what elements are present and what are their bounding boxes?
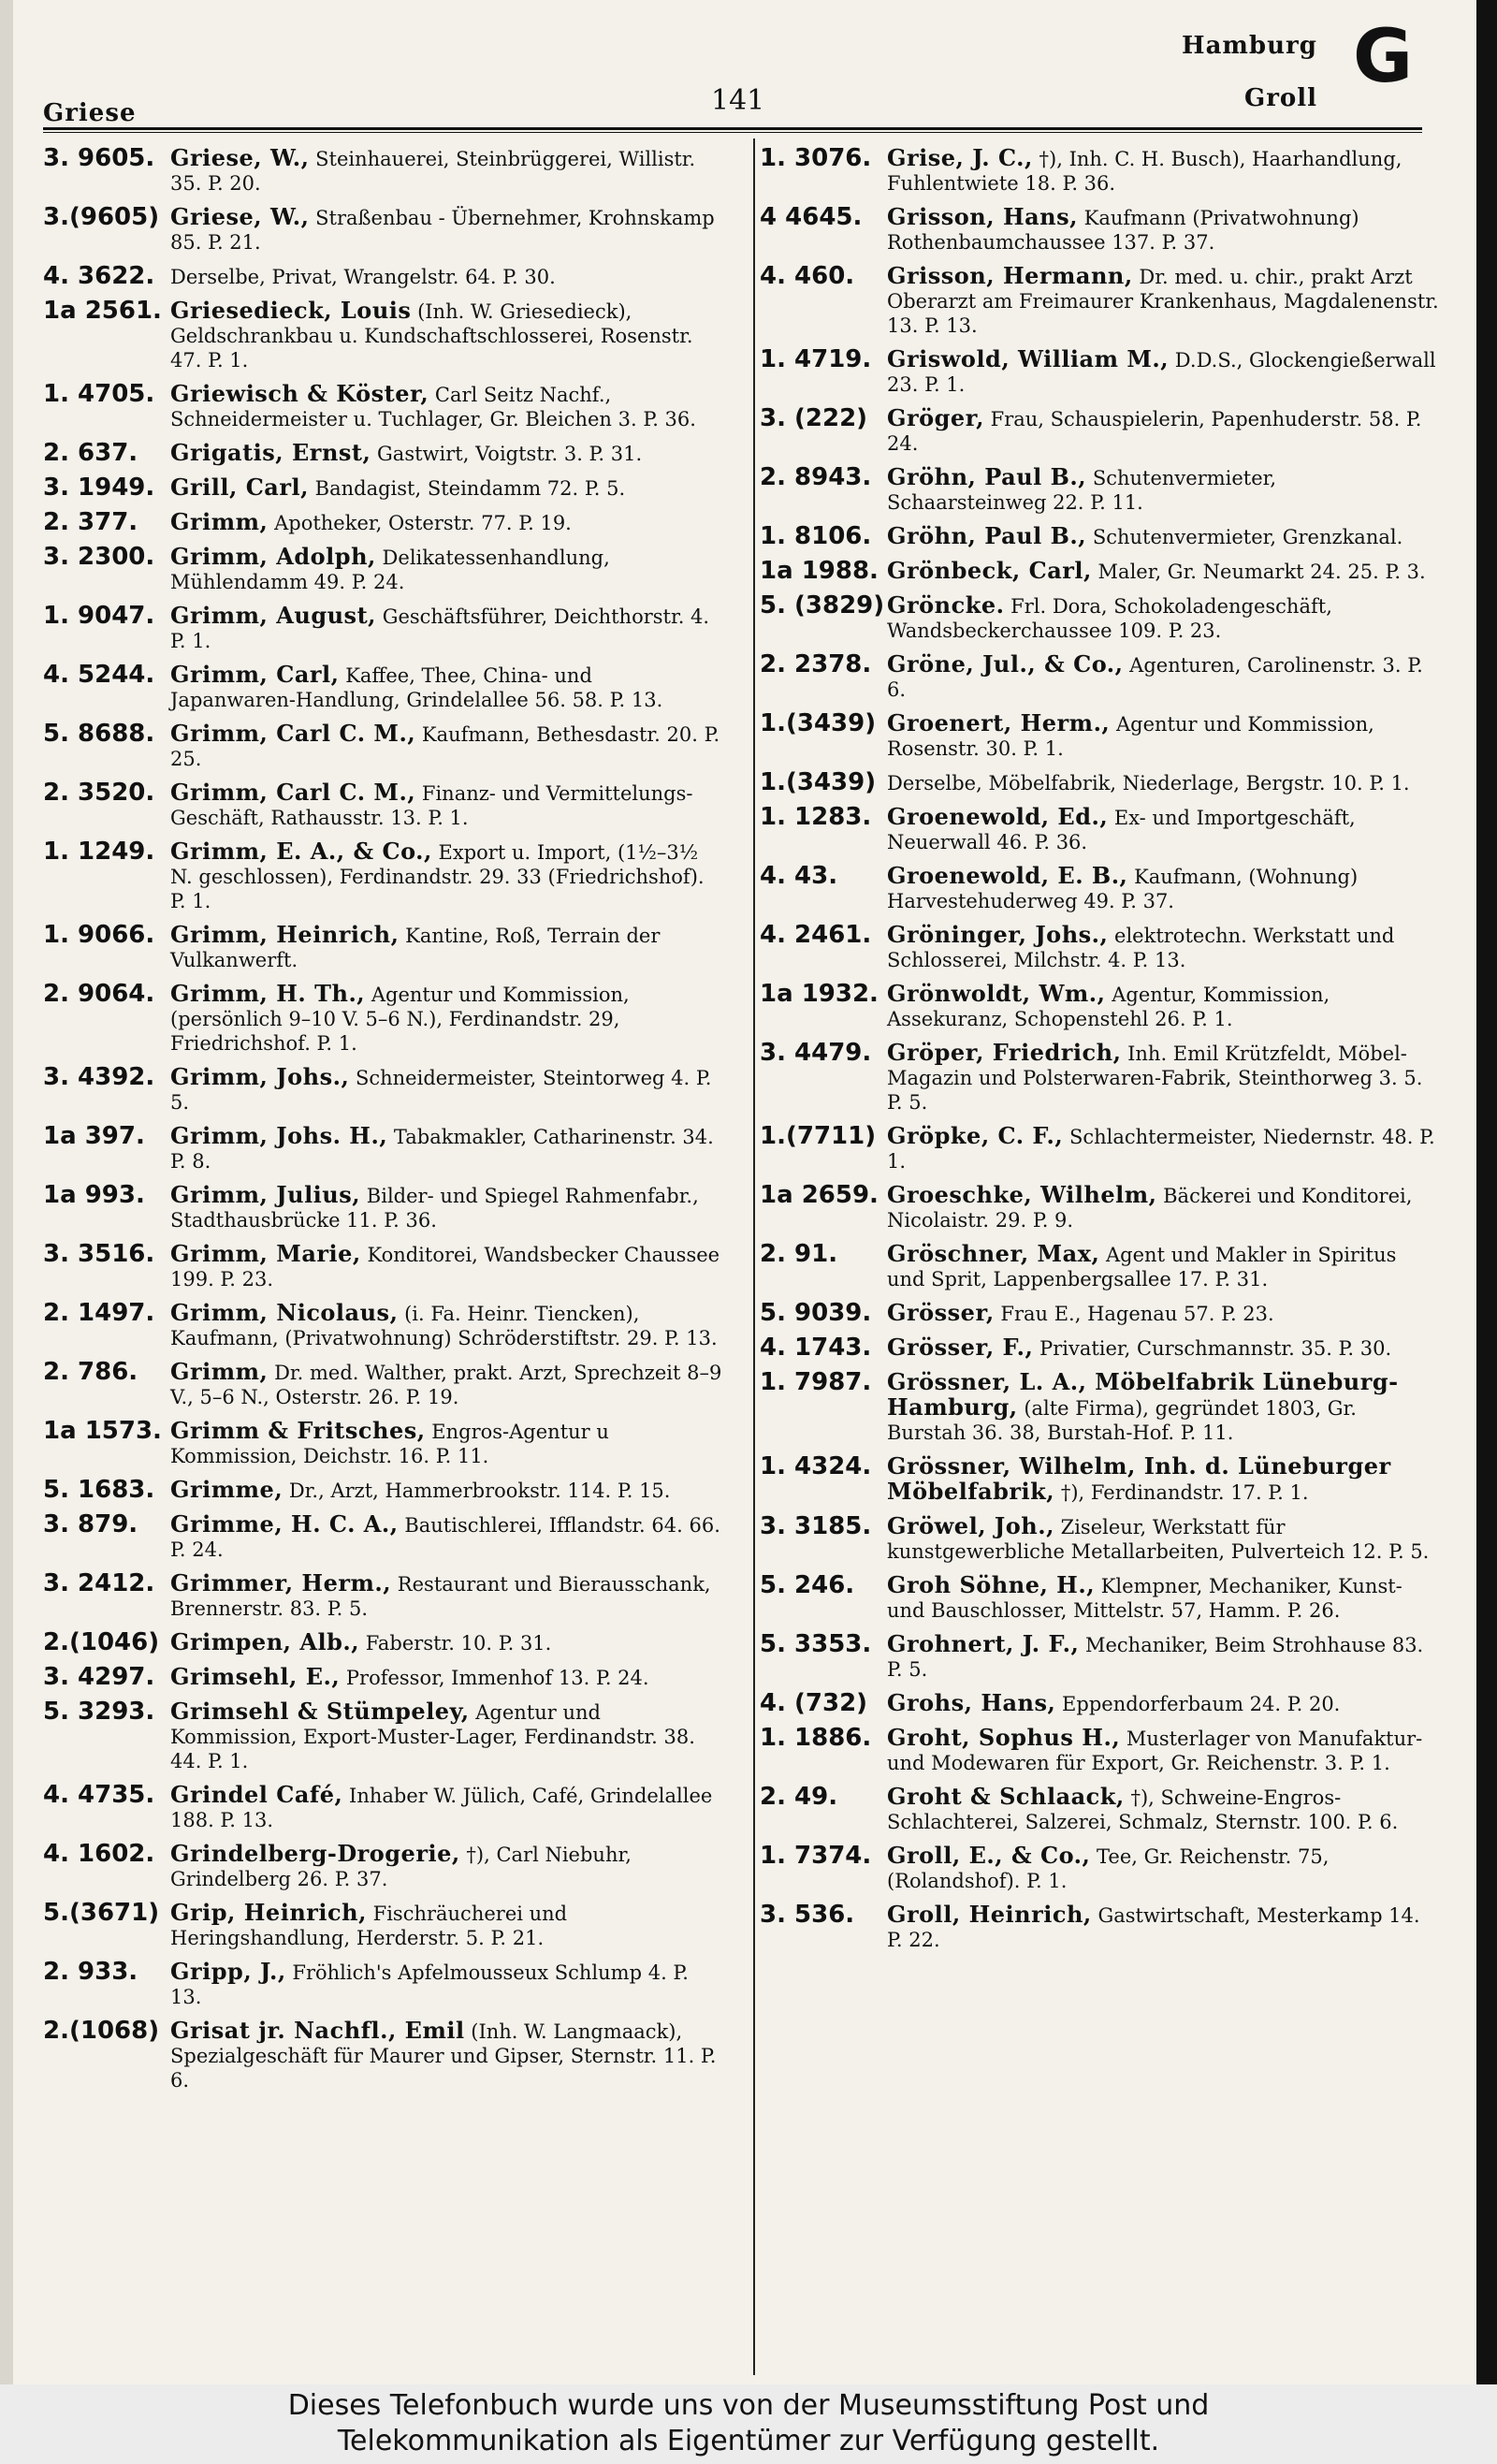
entry-name: Grip, Heinrich, xyxy=(170,1899,367,1926)
directory-entry xyxy=(760,1041,1439,1115)
directory-entry xyxy=(760,1573,1439,1623)
phone-number: 2. 49. xyxy=(760,1783,838,1811)
phone-number: 1. 9066. xyxy=(43,921,155,949)
entry-name: Griewisch & Köster, xyxy=(170,380,429,407)
phone-number: 1. 7374. xyxy=(760,1842,872,1870)
directory-entry xyxy=(760,652,1439,702)
directory-entry xyxy=(43,510,722,535)
entry-name: Grimm & Fritsches, xyxy=(170,1417,426,1444)
directory-entry xyxy=(43,1842,722,1891)
entry-details: †), Schweine-Engros-Schlachterei, Salzerei, Schmalz, Sternstr. 100. P. 6. xyxy=(887,1786,1399,1833)
entry-details: Agentur und Kommission, Rosenstr. 30. P. 1. xyxy=(887,713,1374,760)
entry-details: Klempner, Mechaniker, Kunst- und Bauschlosser, Mittelstr. 57, Hamm. P. 26. xyxy=(887,1575,1403,1622)
directory-entry xyxy=(43,475,722,501)
entry-details: Gastwirt, Voigtstr. 3. P. 31. xyxy=(371,443,643,465)
header-letter: G xyxy=(1353,15,1414,99)
entry-name: Groeschke, Wilhelm, xyxy=(887,1181,1157,1208)
directory-entry xyxy=(760,982,1439,1031)
directory-entry xyxy=(760,347,1439,397)
entry-name: Groll, Heinrich, xyxy=(887,1901,1092,1928)
directory-entry xyxy=(760,1691,1439,1716)
entry-name: Groht & Schlaack, xyxy=(887,1783,1125,1810)
directory-entry xyxy=(43,1301,722,1350)
entry-details: Frau, Schauspielerin, Papenhuderstr. 58. P. 24. xyxy=(887,408,1422,455)
header-right-keyword: Groll xyxy=(1244,84,1317,112)
entry-name: Grimm, E. A., & Co., xyxy=(170,838,432,865)
entry-name: Gröncke. xyxy=(887,591,1005,619)
entry-details: Ziseleur, Werkstatt für kunstgewerbliche Metallarbeiten, Pulverteich 12. P. 5. xyxy=(887,1516,1430,1563)
header-rule xyxy=(43,127,1422,130)
entry-details: Restaurant und Bierausschank, Brennerstr. 83. P. 5. xyxy=(170,1573,711,1620)
phone-number: 2. 8943. xyxy=(760,463,872,491)
directory-entry xyxy=(43,545,722,594)
directory-entry xyxy=(43,1183,722,1232)
entry-details: Fischräucherei und Heringshandlung, Herderstr. 5. P. 21. xyxy=(170,1903,568,1949)
entry-details: Bäckerei und Konditorei, Nicolaistr. 29. P. 9. xyxy=(887,1185,1413,1232)
entry-details: Schutenvermieter, Schaarsteinweg 22. P. 11. xyxy=(887,467,1277,514)
entry-name: Grönbeck, Carl, xyxy=(887,557,1092,584)
directory-entry xyxy=(760,805,1439,854)
phone-number: 1a 2659. xyxy=(760,1181,879,1209)
directory-entry xyxy=(43,1512,722,1562)
entry-details: (alte Firma), gegründet 1803, Gr. Burstah 36. 38, Burstah-Hof. P. 11. xyxy=(887,1397,1357,1444)
entry-name: Gröne, Jul., & Co., xyxy=(887,650,1124,678)
phone-number: 1. 4324. xyxy=(760,1452,872,1480)
phone-number: 3.(9605) xyxy=(43,203,160,231)
entry-details: Export u. Import, (1½–3½ N. geschlossen), Ferdinandstr. 29. 33 (Friedrichshof). P. 1. xyxy=(170,841,705,912)
directory-entry xyxy=(43,1630,722,1655)
entry-details: Musterlager von Manufaktur- und Modewaren für Export, Gr. Reichenstr. 3. P. 1. xyxy=(887,1728,1423,1774)
entry-details: Schneidermeister, Steintorweg 4. P. 5. xyxy=(170,1067,712,1114)
phone-number: 1. 1249. xyxy=(43,838,155,866)
entry-details: Frau E., Hagenau 57. P. 23. xyxy=(994,1303,1274,1325)
phone-number: 1. 7987. xyxy=(760,1368,872,1396)
directory-entry xyxy=(760,1632,1439,1682)
entry-name: Grimm, xyxy=(170,508,269,535)
directory-entry xyxy=(760,1370,1439,1445)
entry-details: Ex- und Importgeschäft, Neuerwall 46. P. 36. xyxy=(887,807,1356,853)
entry-name: Grohs, Hans, xyxy=(887,1689,1056,1716)
entry-details: Privatier, Curschmannstr. 35. P. 30. xyxy=(1033,1337,1392,1360)
entry-name: Grimm, xyxy=(170,1358,269,1385)
entry-details: Eppendorferbaum 24. P. 20. xyxy=(1055,1693,1341,1715)
phone-number: 4. 5244. xyxy=(43,661,155,689)
entry-name: Grisat jr. Nachfl., Emil xyxy=(170,2017,465,2044)
phone-number: 5.(3671) xyxy=(43,1899,160,1927)
directory-entry xyxy=(43,441,722,466)
phone-number: 1a 1932. xyxy=(760,980,879,1008)
directory-entry xyxy=(43,382,722,431)
phone-number: 4. 43. xyxy=(760,862,838,890)
directory-entry xyxy=(760,1183,1439,1232)
phone-number: 3. 879. xyxy=(43,1510,138,1538)
directory-entry xyxy=(43,923,722,972)
phone-number: 4. 2461. xyxy=(760,921,872,949)
entry-details: (Inh. W. Griesedieck), Geldschrankbau u. Kundschaftschlosserei, Rosenstr. 47. P. 1. xyxy=(170,300,693,372)
entry-details: (Inh. W. Langmaack), Spezialgeschäft für Maurer und Gipser, Sternstr. 11. P. 6. xyxy=(170,2020,717,2092)
directory-entry xyxy=(760,711,1439,761)
footer-note xyxy=(0,2384,1497,2464)
header-city: Hamburg xyxy=(1182,32,1317,60)
entry-name: Groenert, Herm., xyxy=(887,709,1111,736)
entry-details: Kantine, Roß, Terrain der Vulkanwerft. xyxy=(170,925,661,971)
entry-name: Groll, E., & Co., xyxy=(887,1842,1091,1869)
entry-name: Grimm, Carl, xyxy=(170,661,340,688)
entry-name: Grimsehl & Stümpeley, xyxy=(170,1698,470,1725)
directory-entry xyxy=(43,663,722,712)
entry-name: Grimm, Johs. H., xyxy=(170,1122,388,1149)
phone-number: 1a 2561. xyxy=(43,297,162,325)
directory-entry xyxy=(760,264,1439,338)
entry-details: †), Inh. C. H. Busch), Haarhandlung, Fuhlentwiete 18. P. 36. xyxy=(887,148,1403,195)
entry-details: Agentur, Kommission, Assekuranz, Schopenstehl 26. P. 1. xyxy=(887,984,1330,1030)
entry-details: Agentur und Kommission, (persönlich 9–10 V. 5–6 N.), Ferdinandstr. 29, Friedrichshof. P. 1. xyxy=(170,984,630,1055)
phone-number: 2. 3520. xyxy=(43,779,155,807)
phone-number: 1. 4719. xyxy=(760,345,872,373)
directory-entry xyxy=(43,205,722,255)
entry-details: Mechaniker, Beim Strohhause 83. P. 5. xyxy=(887,1634,1424,1681)
phone-number: 2. 91. xyxy=(760,1240,838,1268)
phone-number: 4. (732) xyxy=(760,1689,868,1717)
phone-number: 4. 1602. xyxy=(43,1840,155,1868)
entry-name: Grimme, xyxy=(170,1476,283,1503)
page-number: 141 xyxy=(711,84,765,117)
directory-entry xyxy=(43,839,722,913)
phone-number: 1a 397. xyxy=(43,1122,145,1150)
entry-details: †), Ferdinandstr. 17. P. 1. xyxy=(1054,1481,1309,1504)
entry-details: Dr. med. Walther, prakt. Arzt, Sprechzeit 8–9 V., 5–6 N., Osterstr. 26. P. 19. xyxy=(170,1362,722,1408)
phone-number: 1. 3076. xyxy=(760,144,872,172)
directory-entry xyxy=(43,299,722,372)
directory-entry xyxy=(760,205,1439,255)
entry-details: D.D.S., Glockengießerwall 23. P. 1. xyxy=(887,349,1436,396)
entry-name: Gripp, J., xyxy=(170,1958,286,1985)
entry-details: Schlachtermeister, Niedernstr. 48. P. 1. xyxy=(887,1126,1435,1173)
entry-name: Groenewold, Ed., xyxy=(887,803,1109,830)
phone-number: 1.(3439) xyxy=(760,709,877,737)
phone-number: 3. 3516. xyxy=(43,1240,155,1268)
phone-number: 2. 9064. xyxy=(43,980,155,1008)
phone-number: 4. 4735. xyxy=(43,1781,155,1809)
phone-number: 4. 3622. xyxy=(43,262,155,290)
phone-number: 1a 1988. xyxy=(760,557,879,585)
entry-name: Grise, J. C., xyxy=(887,144,1033,171)
entry-details: Straßenbau - Übernehmer, Krohnskamp 85. P. 21. xyxy=(170,207,715,254)
phone-number: 4. 1743. xyxy=(760,1334,872,1362)
directory-entry xyxy=(43,1783,722,1832)
entry-name: Groenewold, E. B., xyxy=(887,862,1128,889)
entry-name: Grimpen, Alb., xyxy=(170,1628,360,1655)
entry-details: Derselbe, Möbelfabrik, Niederlage, Bergstr. 10. P. 1. xyxy=(887,772,1410,795)
entry-name: Grönwoldt, Wm., xyxy=(887,980,1106,1007)
entry-details: Carl Seitz Nachf., Schneidermeister u. Tuchlager, Gr. Bleichen 3. P. 36. xyxy=(170,384,696,430)
directory-entry xyxy=(760,559,1439,584)
directory-entry xyxy=(760,406,1439,456)
phone-number: 2. 2378. xyxy=(760,650,872,678)
phone-number: 2. 786. xyxy=(43,1358,138,1386)
directory-entry xyxy=(43,1665,722,1690)
entry-name: Gröper, Friedrich, xyxy=(887,1039,1122,1066)
entry-name: Grimm, Marie, xyxy=(170,1240,361,1267)
entry-details: Bautischlerei, Ifflandstr. 64. 66. P. 24. xyxy=(170,1514,720,1561)
directory-entry xyxy=(43,1960,722,2009)
entry-details: Agenturen, Carolinenstr. 3. P. 6. xyxy=(887,654,1423,701)
directory-entry xyxy=(760,1301,1439,1326)
entry-name: Groh Söhne, H., xyxy=(887,1571,1096,1598)
phone-number: 2. 1497. xyxy=(43,1299,155,1327)
entry-name: Grössner, L. A., Möbelfabrik Lüneburg-Hamburg, xyxy=(887,1368,1399,1421)
phone-number: 3. 536. xyxy=(760,1901,855,1929)
entry-details: Bilder- und Spiegel Rahmenfabr., Stadthausbrücke 11. P. 36. xyxy=(170,1185,699,1232)
entry-name: Grimm, Adolph, xyxy=(170,543,376,570)
entry-details: Apotheker, Osterstr. 77. P. 19. xyxy=(268,512,572,534)
phone-number: 3. 4479. xyxy=(760,1039,872,1067)
phone-number: 1.(7711) xyxy=(760,1122,877,1150)
phone-number: 1. 1283. xyxy=(760,803,872,831)
entry-name: Grisson, Hans, xyxy=(887,203,1078,230)
entry-details: Derselbe, Privat, Wrangelstr. 64. P. 30. xyxy=(170,266,556,288)
entry-details: Schutenvermieter, Grenzkanal. xyxy=(1086,526,1403,548)
entry-details: Geschäftsführer, Deichthorstr. 4. P. 1. xyxy=(170,605,710,652)
entry-name: Griese, W., xyxy=(170,144,310,171)
phone-number: 1. 8106. xyxy=(760,522,872,550)
entry-name: Gröhn, Paul B., xyxy=(887,522,1087,549)
entry-name: Griswold, William M., xyxy=(887,345,1170,372)
entry-name: Groht, Sophus H., xyxy=(887,1724,1121,1751)
directory-entry xyxy=(43,604,722,653)
entry-details: Maler, Gr. Neumarkt 24. 25. P. 3. xyxy=(1091,561,1426,583)
entry-name: Gröwel, Joh., xyxy=(887,1512,1054,1539)
directory-entry xyxy=(43,1901,722,1950)
directory-entry xyxy=(760,770,1439,795)
entry-details: Kaffee, Thee, China- und Japanwaren-Handlung, Grindelallee 56. 58. P. 13. xyxy=(170,664,663,711)
entry-name: Gröger, xyxy=(887,404,984,431)
phone-number: 4. 460. xyxy=(760,262,855,290)
entry-name: Grimmer, Herm., xyxy=(170,1569,392,1596)
directory-entry xyxy=(760,146,1439,196)
directory-entry xyxy=(43,2019,722,2092)
phone-number: 2.(1046) xyxy=(43,1628,160,1656)
entry-details: Frl. Dora, Schokoladengeschäft, Wandsbeckerchaussee 109. P. 23. xyxy=(887,595,1332,642)
directory-entry xyxy=(760,593,1439,643)
phone-number: 3. 3185. xyxy=(760,1512,872,1540)
directory-entry xyxy=(760,1844,1439,1893)
entry-details: elektrotechn. Werkstatt und Schlosserei, Milchstr. 4. P. 13. xyxy=(887,925,1395,971)
entry-details: Finanz- und Vermittelungs-Geschäft, Rathausstr. 13. P. 1. xyxy=(170,782,693,829)
directory-entry xyxy=(43,780,722,830)
phone-number: 5. (3829) xyxy=(760,591,885,620)
directory-entry xyxy=(760,465,1439,515)
entry-name: Grimme, H. C. A., xyxy=(170,1510,399,1538)
phone-number: 3. 1949. xyxy=(43,474,155,502)
directory-entry xyxy=(43,1419,722,1468)
directory-entry xyxy=(760,1785,1439,1834)
directory-entry xyxy=(43,1242,722,1291)
directory-entry xyxy=(760,1903,1439,1952)
entry-name: Grisson, Hermann, xyxy=(887,262,1133,289)
entry-details: Dr., Arzt, Hammerbrookstr. 114. P. 15. xyxy=(283,1480,671,1502)
directory-entry xyxy=(760,864,1439,913)
entry-name: Grösser, F., xyxy=(887,1334,1034,1361)
directory-entry xyxy=(760,1514,1439,1564)
entry-details: Engros-Agentur u Kommission, Deichstr. 16. P. 11. xyxy=(170,1421,609,1467)
directory-entry xyxy=(43,1699,722,1773)
phone-number: 4 4645. xyxy=(760,203,863,231)
phone-number: 2.(1068) xyxy=(43,2017,160,2045)
entry-name: Gröhn, Paul B., xyxy=(887,463,1087,490)
entry-name: Gröschner, Max, xyxy=(887,1240,1100,1267)
left-column xyxy=(43,146,722,2102)
phone-number: 1.(3439) xyxy=(760,768,877,796)
phone-number: 3. 4297. xyxy=(43,1663,155,1691)
entry-name: Grimm, August, xyxy=(170,602,377,629)
entry-details: Faberstr. 10. P. 31. xyxy=(359,1632,552,1655)
directory-entry xyxy=(760,1454,1439,1505)
entry-name: Grigatis, Ernst, xyxy=(170,439,371,466)
phone-number: 1a 993. xyxy=(43,1181,145,1209)
directory-entry xyxy=(760,524,1439,549)
entry-details: Konditorei, Wandsbecker Chaussee 199. P. 23. xyxy=(170,1244,720,1290)
directory-entry xyxy=(43,722,722,771)
entry-name: Griesedieck, Louis xyxy=(170,297,412,324)
directory-entry xyxy=(43,1360,722,1409)
entry-details: Agent und Makler in Spiritus und Sprit, Lappenbergsallee 17. P. 31. xyxy=(887,1244,1397,1290)
phone-number: 3. 4392. xyxy=(43,1063,155,1091)
phone-number: 5. 3353. xyxy=(760,1630,872,1658)
entry-details: Agentur und Kommission, Export-Muster-Lager, Ferdinandstr. 38. 44. P. 1. xyxy=(170,1701,695,1772)
directory-entry xyxy=(760,1242,1439,1291)
directory-entry xyxy=(43,146,722,196)
right-column xyxy=(760,146,1439,1961)
directory-entry xyxy=(760,1124,1439,1174)
directory-entry xyxy=(43,1571,722,1621)
phone-number: 1a 1573. xyxy=(43,1417,162,1445)
directory-entry xyxy=(760,923,1439,972)
column-divider xyxy=(753,139,755,2375)
phone-number: 5. 9039. xyxy=(760,1299,872,1327)
phone-number: 3. 9605. xyxy=(43,144,155,172)
directory-entry xyxy=(43,1124,722,1174)
phone-number: 1. 4705. xyxy=(43,380,155,408)
entry-name: Grössner, Wilhelm, Inh. d. Lüneburger Möbelfabrik, xyxy=(887,1452,1391,1505)
entry-details: Fröhlich's Apfelmousseux Schlump 4. P. 13. xyxy=(170,1961,689,2008)
footer-line-1: Dieses Telefonbuch wurde uns von der Museumsstiftung Post und xyxy=(287,2389,1210,2422)
phone-number: 2. 377. xyxy=(43,508,138,536)
entry-details: Inh. Emil Krützfeldt, Möbel-Magazin und Polsterwaren-Fabrik, Steinthorweg 3. 5. P. 5. xyxy=(887,1042,1423,1114)
directory-entry xyxy=(43,1478,722,1503)
directory-entry xyxy=(760,1335,1439,1361)
header-rule-thin xyxy=(43,132,1422,133)
directory-entry xyxy=(43,982,722,1056)
entry-details: Steinhauerei, Steinbrüggerei, Willistr. 35. P. 20. xyxy=(170,148,696,195)
entry-details: Tee, Gr. Reichenstr. 75, (Rolandshof). P. 1. xyxy=(887,1845,1330,1892)
entry-name: Grimm, Heinrich, xyxy=(170,921,400,948)
entry-name: Gröninger, Johs., xyxy=(887,921,1109,948)
phone-number: 3. 2300. xyxy=(43,543,155,571)
directory-entry xyxy=(760,1726,1439,1775)
entry-name: Grohnert, J. F., xyxy=(887,1630,1080,1657)
phone-number: 3. (222) xyxy=(760,404,868,432)
entry-details: Gastwirtschaft, Mesterkamp 14. P. 22. xyxy=(887,1904,1420,1951)
entry-details: Professor, Immenhof 13. P. 24. xyxy=(340,1667,649,1689)
header-left-keyword: Griese xyxy=(43,99,137,127)
entry-name: Grösser, xyxy=(887,1299,995,1326)
phone-number: 1. 1886. xyxy=(760,1724,872,1752)
entry-name: Gröpke, C. F., xyxy=(887,1122,1064,1149)
entry-details: Tabakmakler, Catharinenstr. 34. P. 8. xyxy=(170,1126,714,1173)
entry-name: Grimm, H. Th., xyxy=(170,980,366,1007)
entry-name: Grimsehl, E., xyxy=(170,1663,341,1690)
entry-name: Grindel Café, xyxy=(170,1781,343,1808)
entry-details: †), Carl Niebuhr, Grindelberg 26. P. 37. xyxy=(170,1844,632,1890)
phone-number: 5. 8688. xyxy=(43,720,155,748)
phone-number: 2. 637. xyxy=(43,439,138,467)
entry-name: Grill, Carl, xyxy=(170,474,309,501)
directory-entry xyxy=(43,264,722,289)
directory-entry xyxy=(43,1065,722,1115)
entry-details: Kaufmann, Bethesdastr. 20. P. 25. xyxy=(170,723,720,770)
phone-number: 1. 9047. xyxy=(43,602,155,630)
phone-number: 2. 933. xyxy=(43,1958,138,1986)
entry-name: Grimm, Julius, xyxy=(170,1181,361,1208)
phone-number: 5. 246. xyxy=(760,1571,855,1599)
entry-name: Grimm, Johs., xyxy=(170,1063,350,1090)
entry-details: Inhaber W. Jülich, Café, Grindelallee 188. P. 13. xyxy=(170,1785,713,1831)
entry-details: (i. Fa. Heinr. Tiencken), Kaufmann, (Privatwohnung) Schröderstiftstr. 29. P. 13. xyxy=(170,1303,718,1349)
entry-details: Kaufmann, (Wohnung) Harvestehuderweg 49. P. 37. xyxy=(887,866,1359,912)
entry-name: Griese, W., xyxy=(170,203,310,230)
entry-name: Grimm, Nicolaus, xyxy=(170,1299,399,1326)
phone-number: 3. 2412. xyxy=(43,1569,155,1597)
phone-number: 5. 1683. xyxy=(43,1476,155,1504)
entry-name: Grimm, Carl C. M., xyxy=(170,779,416,806)
entry-details: Kaufmann (Privatwohnung) Rothenbaumchaussee 137. P. 37. xyxy=(887,207,1359,254)
entry-name: Grimm, Carl C. M., xyxy=(170,720,416,747)
entry-details: Dr. med. u. chir., prakt Arzt Oberarzt am Freimaurer Krankenhaus, Magdalenenstr. 13. P. 13. xyxy=(887,266,1439,337)
entry-details: Delikatessenhandlung, Mühlendamm 49. P. 24. xyxy=(170,547,610,593)
entry-name: Grindelberg-Drogerie, xyxy=(170,1840,460,1867)
footer-line-2: Telekommunikation als Eigentümer zur Verfügung gestellt. xyxy=(337,2425,1160,2457)
entry-details: Bandagist, Steindamm 72. P. 5. xyxy=(308,477,626,500)
phone-number: 5. 3293. xyxy=(43,1698,155,1726)
